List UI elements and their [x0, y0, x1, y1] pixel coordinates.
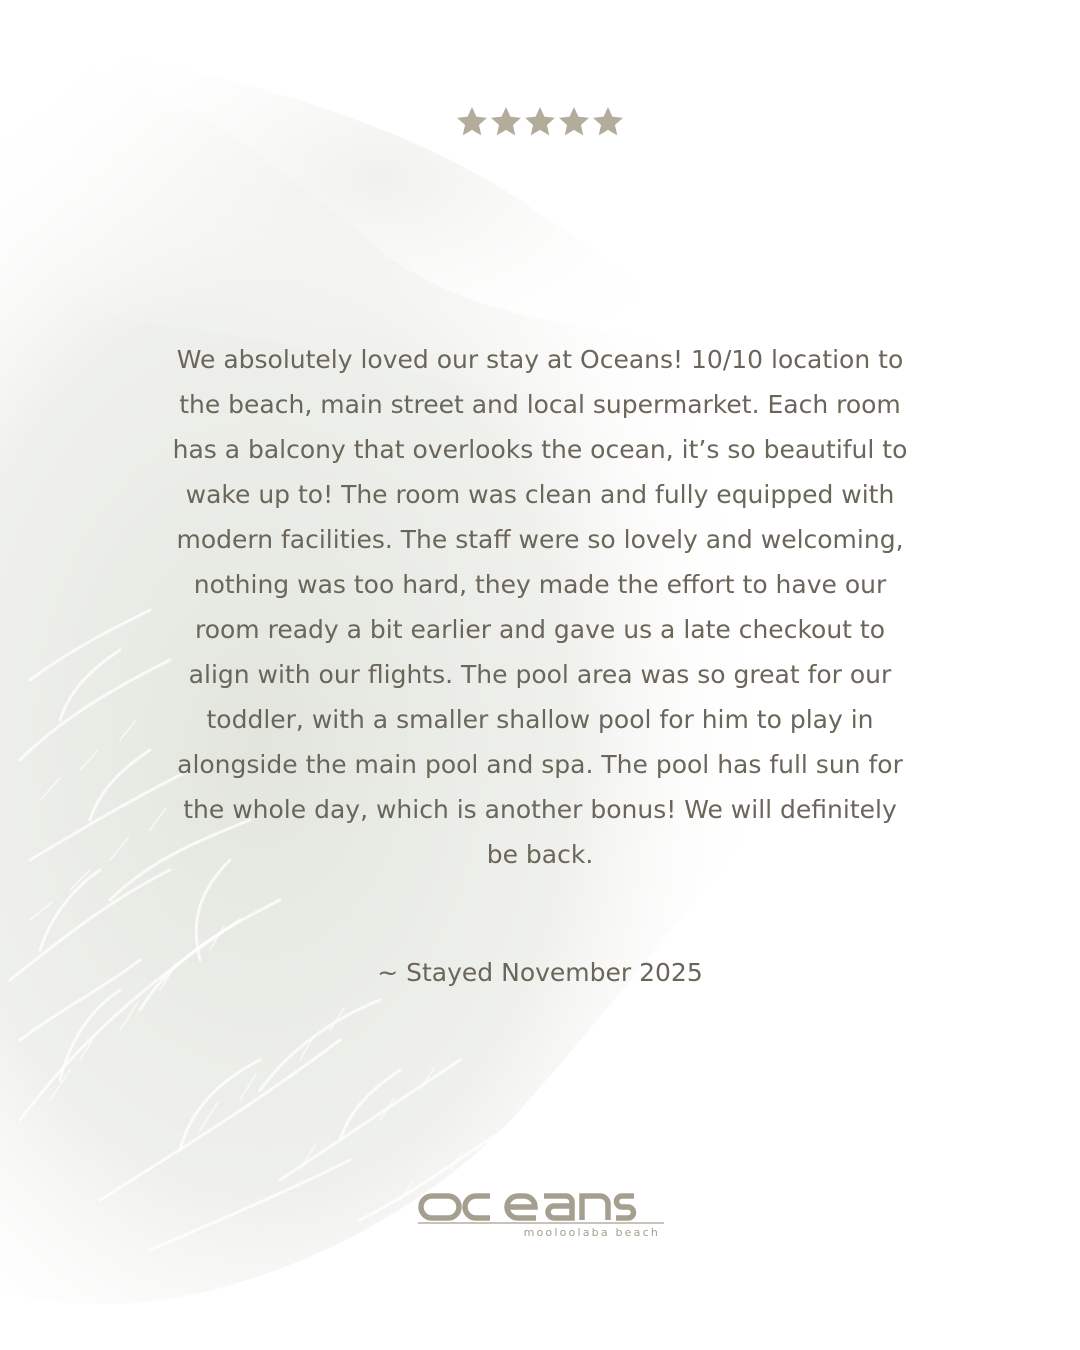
review-line: wake up to! The room was clean and fully equipped with: [185, 480, 895, 509]
review-line: align with our flights. The pool area was so great for our: [188, 660, 892, 689]
review-line: nothing was too hard, they made the effort to have our: [193, 570, 887, 599]
star-icon: [456, 106, 488, 138]
logo-tagline: mooloolaba beach: [523, 1226, 660, 1239]
review-line: We absolutely loved our stay at Oceans! 10/10 location to: [176, 345, 904, 374]
review-line: toddler, with a smaller shallow pool for him to play in: [206, 705, 874, 734]
rating-stars: [0, 106, 1080, 138]
review-line: the beach, main street and local supermarket. Each room: [179, 390, 901, 419]
review-line: alongside the main pool and spa. The pool has full sun for: [177, 750, 903, 779]
review-line: has a balcony that overlooks the ocean, it’s so beautiful to: [172, 435, 908, 464]
star-icon: [490, 106, 522, 138]
review-line: modern facilities. The staff were so lovely and welcoming,: [176, 525, 904, 554]
review-line: be back.: [486, 840, 594, 869]
review-line: room ready a bit earlier and gave us a late checkout to: [194, 615, 886, 644]
oceans-logo: [418, 1188, 664, 1240]
stay-date: ~ Stayed November 2025: [377, 958, 703, 987]
review-line: the whole day, which is another bonus! We will definitely: [183, 795, 897, 824]
star-icon: [524, 106, 556, 138]
review-text: [130, 337, 950, 877]
star-icon: [592, 106, 624, 138]
star-icon: [558, 106, 590, 138]
